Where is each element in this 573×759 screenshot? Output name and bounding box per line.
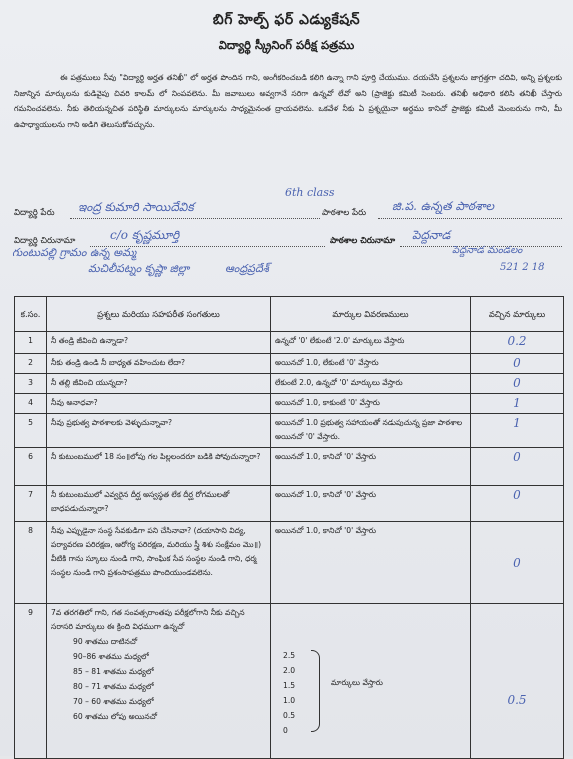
- row-question: నీకు తండ్రి ఉండి నీ బాధ్యత వహించుట లేదా?: [47, 354, 271, 374]
- row-marks[interactable]: 0: [471, 522, 564, 604]
- row-sn: 1: [15, 332, 47, 354]
- row-question: నీవు ఎప్పుడైనా సంస్థ సేవకుడిగా పని చేసినావా? (దయాసాని విద్య, పర్యావరణ పరిరక్షణ, ఆరోగ్య పరిరక్షణ, మరియు స్త్రీ శిశు సంక్షేమం మొ॥) వీటికి గాను స్కూలు నుండి గాని, సాంఘిక సేవ సంస్థల నుండి గాని, ధర్మ సంస్థల నుండి గాని ప్రశంసాపత్రము పొందియుండవలెను.: [47, 522, 271, 604]
- row9-question-text: 7వ తరగతిలో గాని, గత సంవత్సరాంతపు పరీక్షలోగాని నీకు వచ్చిన సరాసరి మార్కులు ఈ క్రింది విధముగా ఉన్నచో: [51, 608, 245, 631]
- address-line3-left[interactable]: మచిలీపట్నం కృష్ణా జిల్లా: [88, 262, 190, 275]
- row-marks[interactable]: 1: [471, 414, 564, 448]
- row-sn: 7: [15, 486, 47, 522]
- header-question: ప్రశ్నలు మరియు సహపరీత సంగతులు: [47, 297, 271, 332]
- row-sn: 5: [15, 414, 47, 448]
- row-explanation: [271, 604, 471, 759]
- table-row: [15, 374, 564, 394]
- row-explanation: అయినచో 1.0 ప్రభుత్వ సహాయంతో నడుపుచున్న ప్రజా పాఠశాల అయినచో '0' వేస్తారు.: [271, 414, 471, 448]
- row-question: నీ కుటుంబములో 18 సం॥లోపు గల పిల్లలందరూ బడికి పోవుచున్నారా?: [47, 448, 271, 486]
- scale-value: 2.0: [283, 666, 296, 675]
- row-sn: 2: [15, 354, 47, 374]
- row-question: నీ తల్లి జీవించి యున్నదా?: [47, 374, 271, 394]
- address-line2-left[interactable]: గుంటుపల్లి గ్రామం ఉన్న అమ్మ: [12, 246, 137, 259]
- row-explanation: అయినచో 1.0, కానిచో '0' వేస్తారు: [271, 486, 471, 522]
- table-row: [15, 486, 564, 522]
- row-explanation: అయినచో 1.0, కానిచో '0' వేస్తారు: [271, 448, 471, 486]
- scale-value: 0: [283, 726, 288, 735]
- table-row: [15, 448, 564, 486]
- class-value[interactable]: 6th class: [285, 186, 335, 199]
- student-name-value[interactable]: ఇంద్ర కుమారి సాయిదేవిక: [78, 200, 194, 214]
- row-marks[interactable]: 1: [471, 394, 564, 414]
- table-row: [15, 394, 564, 414]
- brace-bracket: [311, 650, 320, 732]
- table-row: [15, 354, 564, 374]
- row-explanation: అయినచో 1.0, లేకుంటే '0' వేస్తారు: [271, 354, 471, 374]
- scale-value: 2.5: [283, 651, 296, 660]
- row-marks[interactable]: 0.2: [471, 332, 564, 354]
- row-marks[interactable]: 0: [471, 354, 564, 374]
- student-name-label: విద్యార్థి పేరు: [14, 208, 55, 218]
- table-row: [15, 332, 564, 354]
- header-marks: వచ్చిన మార్కులు: [471, 297, 564, 332]
- row-marks[interactable]: 0: [471, 374, 564, 394]
- address-line2-right[interactable]: పెద్దనాడ మండలం: [452, 245, 523, 256]
- row-question: నీవు అనాధవా?: [47, 394, 271, 414]
- row-sn: 3: [15, 374, 47, 394]
- row9-percent-list: [51, 634, 266, 724]
- address-line3-mid[interactable]: ఆంధ్రప్రదేశ్: [225, 262, 269, 275]
- table-header-row: [15, 297, 564, 332]
- row9-percent-item: 80 – 71 శాతము మధ్యలో: [73, 682, 154, 691]
- row-explanation: ఉన్నచో '0' లేకుంటే '2.0' మార్కులు వేస్తారు: [271, 332, 471, 354]
- table-row: [15, 414, 564, 448]
- instructions-paragraph: ఈ పత్రములు నీవు "విద్యార్థి అర్హత తనిఖీ" లో అర్హత పొందిన గాని, అంగీకరించబడి కలిగి ఉన్నా గాని పూర్తి చేయుము. దయచేసి ప్రశ్నలను జాగ్రత్తగా చదివి, అన్ని ప్రశ్నలకు నిజాన్నిన మార్కులను కుడివైపు చివరి కాలమ్ లో నింపవలెను. మీ జవాబులు అవ్వగానే సరిగా ఉన్నవో లేవో అని (ప్రాజెక్టు కమిటీ సెంబరు. తనిఖీ అధికారి కలిసి తనిఖీ చేస్తారు గమనించవలెను. నీకు తెలియన్నచిత పరిస్థితి మార్కులను మార్కులను సాధ్యమైనంత ద్రాయవలెను. ఒకవేళ నీకు ఏ ప్రశ్నయైనా అర్థము కానిచో ప్రాజెక్టు కమిటీ మెంబరును గాని, మీ ఉపాధ్యాయులను గాని అడిగి తెలుసుకోవచ్చును.: [14, 73, 562, 129]
- page-subtitle: విద్యార్థి స్క్రీనింగ్ పరీక్ష పత్రము: [218, 38, 355, 52]
- page-title: బిగ్ హెల్ప్ ఫర్ ఎడ్యుకేషన్: [212, 12, 361, 28]
- school-address-label: పాఠశాల చిరునామా: [330, 236, 396, 246]
- student-address-label: విద్యార్థి చిరునామా: [14, 236, 76, 246]
- table-row: [15, 604, 564, 759]
- row-question: [47, 604, 271, 759]
- screening-table: [14, 296, 564, 759]
- scale-value: 1.5: [283, 681, 296, 690]
- table-row: [15, 522, 564, 604]
- row-sn: 4: [15, 394, 47, 414]
- row9-scale: [275, 606, 466, 756]
- scale-value: 1.0: [283, 696, 296, 705]
- header-explanation: మార్కుల వివరణములు: [271, 297, 471, 332]
- row-explanation: అయినచో 1.0, కాకుంటే '0' వేస్తారు: [271, 394, 471, 414]
- row-sn: 8: [15, 522, 47, 604]
- row9-percent-item: 90–86 శాతము మధ్యలో: [73, 652, 149, 661]
- row9-percent-item: 70 – 60 శాతము మధ్యలో: [73, 697, 154, 706]
- school-name-label: పాఠశాల పేరు: [322, 208, 367, 218]
- row-sn: 6: [15, 448, 47, 486]
- school-name-value[interactable]: జి.ప. ఉన్నత పాఠశాల: [392, 199, 495, 213]
- row-sn: 9: [15, 604, 47, 759]
- header-sn: క.సం.: [15, 297, 47, 332]
- row9-percent-item: 85 – 81 శాతము మధ్యలో: [73, 667, 154, 676]
- row9-scale-label: మార్కులు వేస్తారు: [331, 678, 383, 687]
- row-explanation: అయినచో 1.0, కానిచో '0' వేస్తారు: [271, 522, 471, 604]
- row9-percent-item: 60 శాతము లోపు అయినచో: [73, 712, 158, 721]
- row-question: నీ కుటుంబములో ఎవ్వరైన దీర్ఘ అస్వస్థత లేక దీర్ఘ రోగములతో బాధపడుచున్నారా?: [47, 486, 271, 522]
- school-address-value[interactable]: పెద్దనాడ: [412, 228, 451, 242]
- row-marks[interactable]: 0: [471, 448, 564, 486]
- row-question: నీవు ప్రభుత్వ పాఠశాలకు వెళ్ళుచున్నావా?: [47, 414, 271, 448]
- row-question: నీ తండ్రి జీవించి ఉన్నాడా?: [47, 332, 271, 354]
- row9-scale-values: [283, 648, 295, 738]
- scale-value: 0.5: [283, 711, 296, 720]
- row-marks[interactable]: 0.5: [471, 604, 564, 759]
- student-address-value[interactable]: c/o కృష్ణమూర్తి: [110, 228, 180, 242]
- row-explanation: లేకుంటే 2.0, ఉన్నచో '0' మార్కులు వేస్తారు: [271, 374, 471, 394]
- school-name-line: [378, 218, 562, 219]
- student-name-line: [70, 218, 320, 219]
- address-line3-right[interactable]: 521 2 18: [500, 262, 545, 273]
- row9-percent-item: 90 శాతము దాటినచో: [73, 637, 138, 646]
- row-marks[interactable]: 0: [471, 486, 564, 522]
